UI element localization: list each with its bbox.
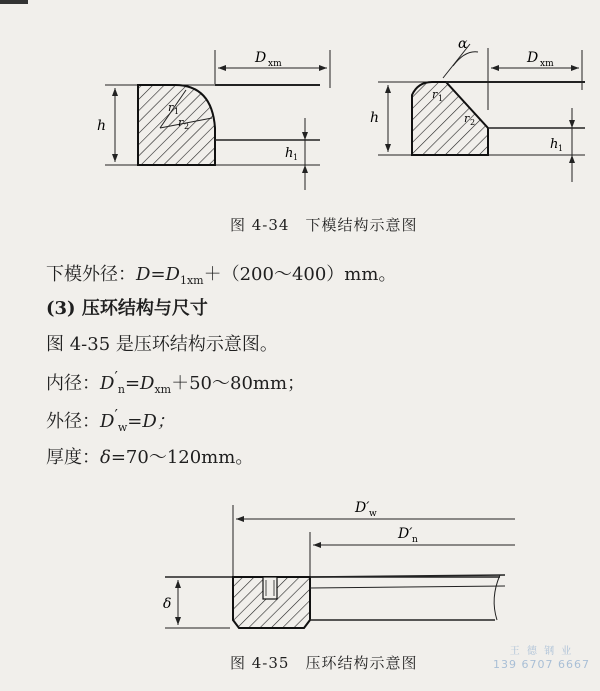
figure-reference: 图 4-35 是压环结构示意图。: [46, 334, 278, 355]
svg-text:1: 1: [174, 107, 180, 116]
outer-diameter: 外径：$D'_w=D$；: [46, 406, 175, 434]
svg-text:r: r: [168, 101, 174, 114]
label-alpha: α: [458, 36, 468, 52]
label-h-right: h: [370, 110, 380, 126]
lower-die-left: [97, 50, 330, 190]
label-dxm-left: D: [255, 50, 267, 66]
figure-4-35-caption: 图 4-35 压环结构示意图: [230, 654, 418, 672]
svg-text:xm: xm: [540, 59, 554, 69]
label-h1-right: h: [550, 137, 559, 152]
svg-text:1: 1: [558, 144, 564, 153]
label-h-left: h: [97, 118, 107, 134]
figure-4-34: [0, 0, 600, 240]
svg-text:1: 1: [438, 94, 444, 103]
svg-text:1: 1: [293, 153, 299, 162]
svg-text:r: r: [432, 88, 438, 101]
lower-die-right: [370, 36, 585, 182]
svg-text:2: 2: [470, 118, 476, 127]
thickness: 厚度：δ=70～120mm。: [46, 447, 254, 468]
svg-text:n: n: [412, 535, 418, 545]
watermark: 王 德 钢 业 139 6707 6667: [493, 646, 590, 671]
label-dxm-right: D: [527, 50, 539, 66]
section-heading: (3) 压环结构与尺寸: [46, 298, 208, 319]
lower-die-outer-diameter: 下模外径：$D=D_{1xm}+(200\sim 400)mm$。: [46, 264, 397, 287]
svg-text:w: w: [369, 509, 377, 519]
label-dw: D′: [355, 500, 370, 516]
figure-4-34-caption: 图 4-34 下模结构示意图: [230, 216, 418, 234]
label-dn: D′: [398, 526, 413, 542]
inner-diameter: 内径：$D'_n=D_{xm}+50\sim 80mm$；: [46, 368, 306, 396]
svg-text:2: 2: [184, 122, 190, 131]
svg-text:r: r: [178, 116, 184, 129]
label-h1-left: h: [285, 146, 294, 161]
svg-text:r: r: [464, 112, 470, 125]
label-delta: δ: [163, 596, 172, 612]
svg-text:xm: xm: [268, 59, 282, 69]
